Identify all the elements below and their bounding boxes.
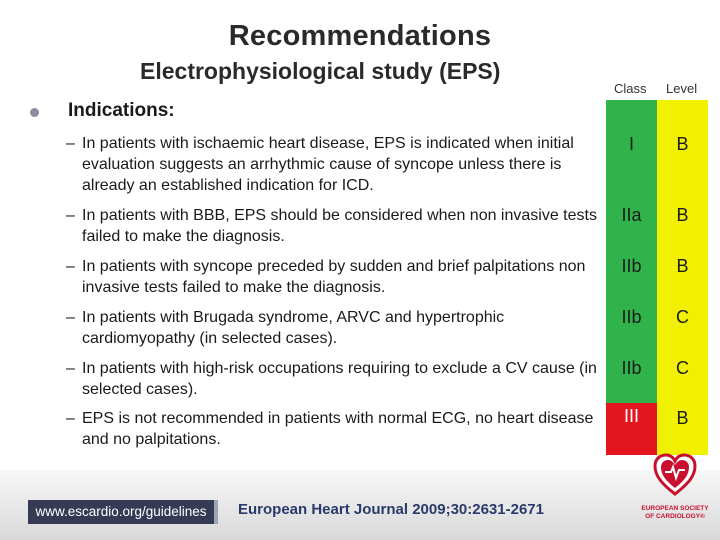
dash-marker: –: [66, 309, 75, 326]
dash-marker: –: [66, 258, 75, 275]
dash-marker: –: [66, 135, 75, 152]
heart-logo-icon: [652, 452, 698, 498]
recommendation-item: [66, 133, 606, 196]
guidelines-link[interactable]: www.escardio.org/guidelines: [28, 500, 218, 524]
recommendation-text: In patients with high-risk occupations requiring to exclude a CV cause (in selected cases).: [82, 360, 597, 398]
level-value: B: [676, 256, 689, 276]
class-value: IIb: [621, 256, 642, 276]
class-value: IIb: [621, 358, 642, 378]
recommendation-text: EPS is not recommended in patients with normal ECG, no heart disease and no palpitations.: [82, 410, 594, 448]
level-value: B: [676, 134, 689, 154]
journal-citation: European Heart Journal 2009;30:2631-2671: [238, 501, 544, 518]
class-column-header: Class: [614, 81, 647, 96]
class-value: IIa: [621, 205, 642, 225]
recommendation-text: In patients with ischaemic heart disease, EPS is indicated when initial evaluation suggests an arrhythmic cause of syncope unless there is already an established indication for ICD.: [82, 135, 574, 194]
class-value: III: [623, 406, 639, 426]
logo-text: EUROPEAN SOCIETY OF CARDIOLOGY®: [641, 505, 709, 520]
recommendation-item: [66, 358, 606, 400]
indications-heading: Indications:: [68, 100, 175, 121]
class-value: IIb: [621, 307, 642, 327]
recommendation-text: In patients with BBB, EPS should be considered when non invasive tests failed to make the diagnosis.: [82, 207, 597, 245]
recommendation-item: [66, 256, 606, 298]
class-value: I: [628, 134, 634, 154]
level-value: B: [676, 205, 689, 225]
level-column-header: Level: [666, 81, 698, 96]
dash-marker: –: [66, 360, 75, 377]
dash-marker: –: [66, 410, 75, 427]
recommendation-item: [66, 307, 606, 349]
bullet-dot-icon: [30, 108, 39, 117]
level-value: C: [676, 358, 689, 378]
level-value: B: [676, 408, 689, 428]
dash-marker: –: [66, 207, 75, 224]
esc-logo: [640, 452, 710, 537]
level-value: C: [676, 307, 689, 327]
recommendation-text: In patients with syncope preceded by sudden and brief palpitations non invasive tests failed to make the diagnosis.: [82, 258, 586, 296]
recommendation-item: [66, 408, 606, 450]
slide-title: Recommendations: [228, 20, 492, 52]
slide-subtitle: Electrophysiological study (EPS): [140, 58, 501, 84]
recommendation-text: In patients with Brugada syndrome, ARVC and hypertrophic cardiomyopathy (in selected cases).: [82, 309, 505, 347]
recommendation-item: [66, 205, 606, 247]
